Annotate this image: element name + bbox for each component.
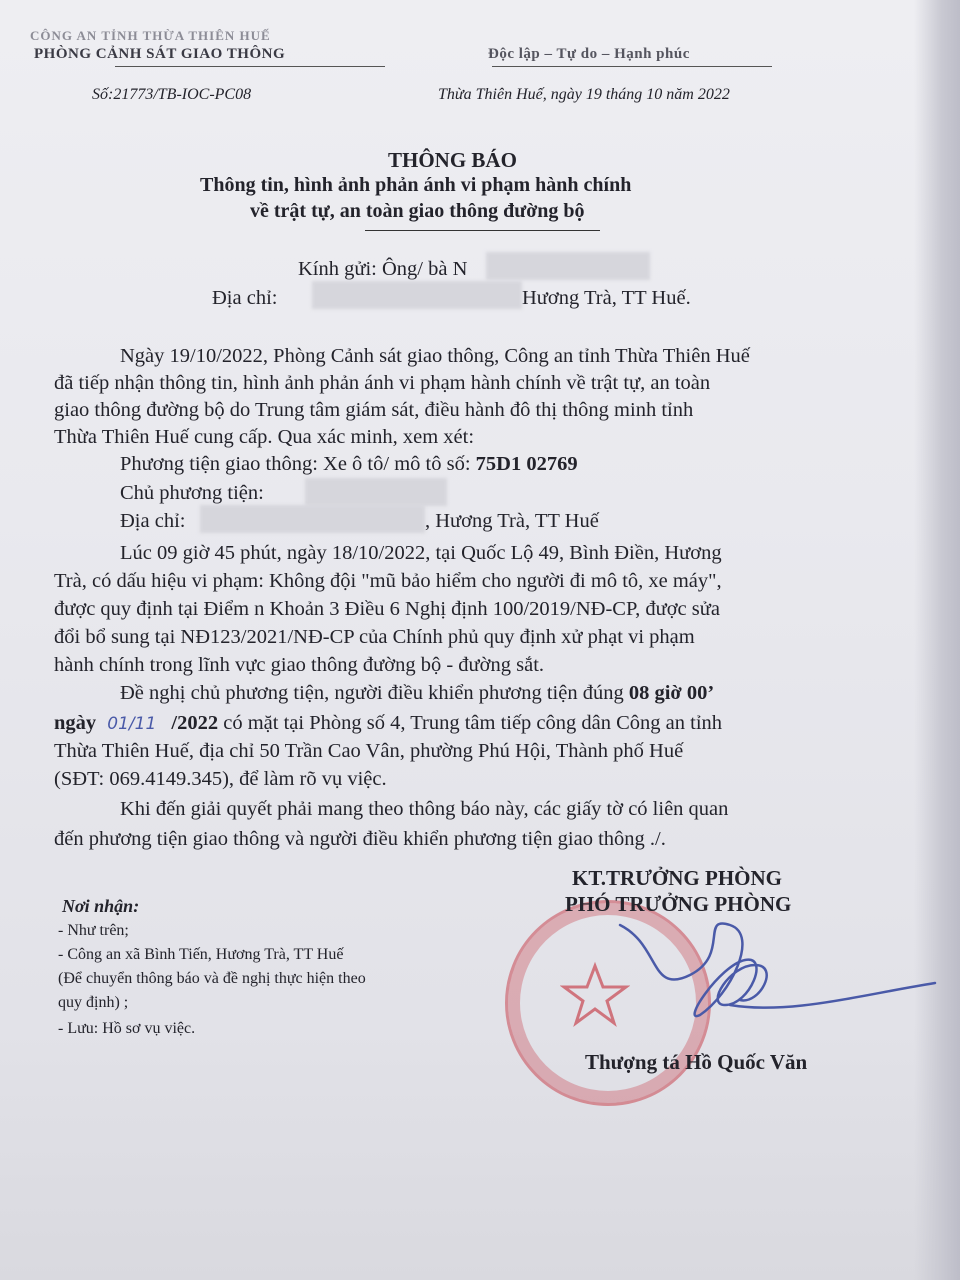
vehicle-line — [120, 453, 578, 476]
signer-name: Thượng tá Hồ Quốc Văn — [585, 1050, 808, 1074]
address-tail: Hương Trà, TT Huế. — [522, 287, 691, 309]
redaction-address — [312, 281, 522, 309]
recipients-heading: Nơi nhận: — [62, 896, 140, 916]
recipients-item-4: quy định) ; — [58, 994, 129, 1011]
owner-addr-tail: , Hương Trà, TT Huế — [425, 510, 599, 532]
owner-addr-label: Địa chỉ: — [120, 510, 186, 532]
recipients-item-1: - Như trên; — [58, 922, 129, 939]
signature-role-2: PHÓ TRƯỞNG PHÒNG — [565, 892, 792, 916]
appointment-time: 08 giờ 00’ — [628, 682, 715, 704]
page-edge-shadow — [914, 0, 960, 1280]
motto: Độc lập – Tự do – Hạnh phúc — [488, 46, 690, 62]
signature-role-1: KT.TRƯỞNG PHÒNG — [572, 866, 782, 890]
org-line-2 — [34, 46, 285, 63]
para2-line3: được quy định tại Điểm n Khoản 3 Điều 6 Nghị định 100/2019/NĐ-CP, được sửa — [54, 598, 720, 620]
para1-line3: giao thông đường bộ do Trung tâm giám sát, điều hành đô thị thông minh tỉnh — [54, 399, 694, 421]
redaction-owner — [305, 478, 447, 506]
greeting: Kính gửi: Ông/ bà N — [298, 258, 468, 280]
para1-line4: Thừa Thiên Huế cung cấp. Qua xác minh, xem xét: — [54, 426, 475, 448]
handwritten-signature — [580, 905, 940, 1055]
recipients-item-3: (Để chuyển thông báo và đề nghị thực hiện theo — [58, 970, 366, 987]
title-underline — [365, 230, 600, 231]
title-main: THÔNG BÁO — [388, 148, 517, 172]
para2-line2: Trà, có dấu hiệu vi phạm: Không đội "mũ bảo hiểm cho người đi mô tô, xe máy", — [54, 570, 722, 592]
title-sub-1: Thông tin, hình ảnh phản ánh vi phạm hành chính — [200, 174, 632, 196]
place-date: Thừa Thiên Huế, ngày 19 tháng 10 năm 2022 — [438, 86, 730, 103]
para3-line2 — [54, 712, 722, 735]
handwritten-date: 01/11 — [107, 714, 157, 734]
owner-label: Chủ phương tiện: — [120, 482, 264, 504]
license-plate: 75D1 02769 — [475, 453, 578, 475]
para1-line2: đã tiếp nhận thông tin, hình ảnh phản ánh vi phạm hành chính về trật tự, an toàn — [54, 372, 711, 394]
para2-line4: đổi bổ sung tại NĐ123/2021/NĐ-CP của Chính phủ quy định xử phạt vi phạm — [54, 626, 695, 648]
motto-underline — [492, 66, 772, 67]
appointment-year: /2022 — [171, 712, 219, 734]
para2-line5: hành chính trong lĩnh vực giao thông đường bộ - đường sắt. — [54, 654, 545, 676]
label-ngay: ngày — [54, 712, 97, 734]
redaction-name — [486, 252, 650, 280]
para4-line2: đến phương tiện giao thông và người điều khiển phương tiện giao thông ./. — [54, 828, 666, 850]
org-line-2-text: PHÒNG CẢNH SÁT GIAO THÔNG — [34, 46, 286, 62]
org-line-1: CÔNG AN TỈNH THỪA THIÊN HUẾ — [30, 28, 271, 43]
para1-line1: Ngày 19/10/2022, Phòng Cảnh sát giao thông, Công an tỉnh Thừa Thiên Huế — [120, 345, 750, 367]
title-sub-2: về trật tự, an toàn giao thông đường bộ — [250, 200, 585, 222]
para3-line2-tail: có mặt tại Phòng số 4, Trung tâm tiếp công dân Công an tỉnh — [223, 712, 723, 734]
vehicle-label: Phương tiện giao thông: Xe ô tô/ mô tô số: — [120, 453, 471, 475]
para4-line1: Khi đến giải quyết phải mang theo thông báo này, các giấy tờ có liên quan — [120, 798, 729, 820]
recipients-item-2: - Công an xã Bình Tiến, Hương Trà, TT Huế — [58, 946, 344, 963]
para2-line1: Lúc 09 giờ 45 phút, ngày 18/10/2022, tại Quốc Lộ 49, Bình Điền, Hương — [120, 542, 722, 564]
para3-line1 — [120, 682, 714, 705]
org-underline — [115, 66, 385, 67]
para3-line4: (SĐT: 069.4149.345), để làm rõ vụ việc. — [54, 768, 387, 790]
para3-line3: Thừa Thiên Huế, địa chỉ 50 Trần Cao Vân, phường Phú Hội, Thành phố Huế — [54, 740, 684, 762]
para3-line1-text: Đề nghị chủ phương tiện, người điều khiển phương tiện đúng — [120, 682, 624, 704]
address-label: Địa chỉ: — [212, 287, 278, 309]
recipients-item-5: - Lưu: Hồ sơ vụ việc. — [58, 1020, 196, 1037]
redaction-owner-address — [200, 505, 425, 533]
doc-number: Số:21773/TB-IOC-PC08 — [92, 86, 252, 103]
